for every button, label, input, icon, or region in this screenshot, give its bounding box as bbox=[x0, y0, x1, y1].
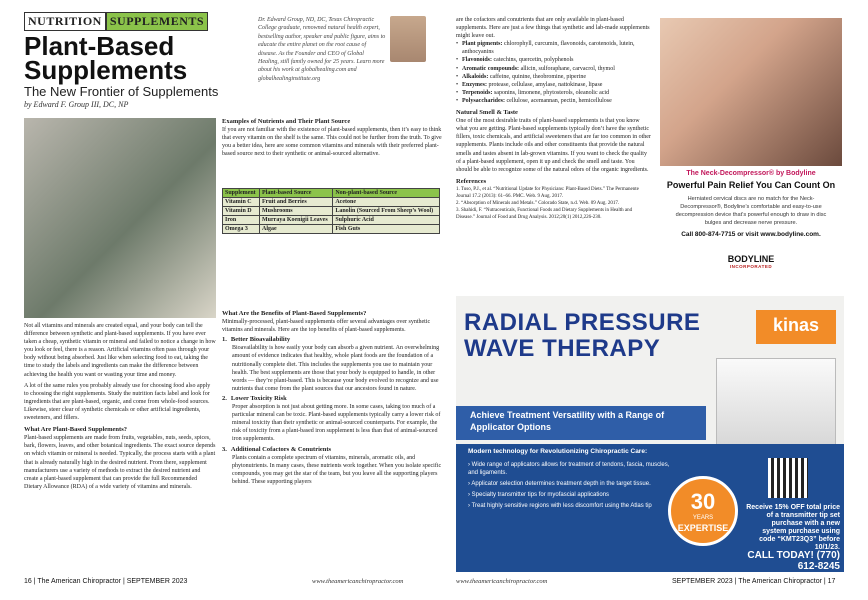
supplements-table bbox=[222, 188, 440, 234]
table-cell: Fish Guts bbox=[333, 225, 440, 234]
section-text: are the cofactors and conutrients that are only available in plant-based supplements. Here are just a few things that synthetic and lab-made supplements might leave out. bbox=[456, 17, 650, 40]
list-item: • Terpenoids: saponins, limonene, phytosterols, oleanolic acid bbox=[456, 89, 652, 97]
list-item: › Treat highly sensitive regions with less discomfort using the Atlas tip bbox=[468, 503, 652, 509]
footer-left: 16 | The American Chiropractor | SEPTEMBER 2023 bbox=[24, 578, 188, 585]
table-row bbox=[223, 216, 440, 225]
table-cell: Lanolin (Sourced From Sheep’s Wool) bbox=[333, 207, 440, 216]
table-row bbox=[223, 207, 440, 216]
list-item: › Specialty transmitter tips for myofascial applications bbox=[468, 492, 610, 498]
ad-call[interactable]: CALL TODAY! (770) 612-8245 bbox=[747, 550, 840, 572]
ad-title: The Neck-Decompressor® by Bodyline bbox=[686, 170, 816, 177]
column-2-bottom bbox=[222, 308, 442, 486]
intro-paragraph: Not all vitamins and minerals are created equal, and your body can tell the difference between synthetic and plant-based supplements. If you have ever taken a cheap, synthetic vitamin or mineral and failed to notice a change in how you look or feel, there is a reason. Artificial vitamins often pass through your body without being absorbed. Just like when selecting food to eat, taking the time to study the labels and ingredients can make the difference between achieving the health you want or wasting your time and money. bbox=[24, 323, 216, 378]
reference-item: 2. “Absorption of Minerals and Metals.” Colorado State, n.d. Web. 09 Aug. 2017. bbox=[456, 200, 620, 206]
table-row bbox=[223, 198, 440, 207]
byline: by Edward F. Group III, DC, NP bbox=[24, 100, 129, 109]
benefit-item: 2. Lower Toxicity Risk Proper absorption is not just about getting more. In some cases, taking too much of a particular mineral can be toxic. Plant-based supplements typically carry a lower risk of mineral toxicity than their synthetic or animal-sourced counterparts. For example, the risk of toxicity from a plant-based iron supplement is less than that of animal-sourced iron supplements. bbox=[222, 394, 441, 443]
ad-photo bbox=[660, 18, 842, 166]
table-header-cell: Plant-based Source bbox=[260, 189, 333, 198]
kinas-ad[interactable] bbox=[456, 296, 844, 572]
reference-item: 3. Shahidi, F. “Nutraceuticals, Functional Foods and Dietary Supplements in Health and Disease.” Journal of Food and Drug Analysis. 2012;20(1) 2012,226-230. bbox=[456, 207, 633, 220]
bodyline-ad[interactable] bbox=[660, 18, 842, 280]
section-heading: What Are Plant-Based Supplements? bbox=[24, 426, 127, 434]
article-subtitle: The New Frontier of Supplements bbox=[24, 84, 219, 99]
table-cell: Algae bbox=[260, 225, 333, 234]
footer-url-right[interactable]: www.theamericanchiropractor.com bbox=[456, 578, 548, 585]
table-cell: Acetone bbox=[333, 198, 440, 207]
section-heading: Natural Smell & Taste bbox=[456, 109, 518, 117]
table-row bbox=[223, 225, 440, 234]
column-1 bbox=[24, 322, 216, 491]
section-heading: Examples of Nutrients and Their Plant Source bbox=[222, 118, 351, 125]
section-text: Minimally-processed, plant-based supplements offer several advantages over synthetic vitamins and minerals. Here are the top benefits of plant-based supplements. bbox=[222, 319, 431, 334]
ad-offer: Receive 15% OFF total price of a transmitter tip set purchase with a new system purchase using code “KMT23Q3” before 10/1/23. bbox=[746, 504, 840, 551]
ad-headline: RADIAL PRESSURE WAVE THERAPY bbox=[464, 309, 701, 362]
references-heading: References bbox=[456, 177, 487, 185]
list-item: • Polysaccharides: cellulose, acemannan, pectin, hemicellulose bbox=[456, 97, 652, 105]
column-2-top bbox=[222, 116, 442, 158]
list-item: › Applicator selection determines treatment depth in the target tissue. bbox=[468, 481, 651, 487]
section-text: Plant-based supplements are made from fruits, vegetables, nuts, seeds, spices, bark, flowers, leaves, and other botanical ingredients. The exact source depends on which vitamin or mineral is needed. Typically, the process starts with a plant that is already naturally high in the desired nutrient. From there, supplement manufacturers use a variety of methods to extract the desired nutrient and create a plant-based supplement that can provide the full Recommended Dietary Allowance (RDA) of a wide variety of vitamins and minerals. bbox=[24, 435, 216, 490]
ad-body: Herniated cervical discs are no match for the Neck-Decompressor®, Bodyline’s comfortable and easy-to-use decompression device that’s powerful enough to draw in disc bulges and decrease nerve pressure. bbox=[675, 196, 827, 226]
table-cell: Vitamin D bbox=[223, 207, 260, 216]
column-3 bbox=[456, 16, 652, 221]
list-item: • Aromatic compounds: allicin, sulforaphane, carvacrol, thymol bbox=[456, 65, 652, 73]
tag-nutrition: NUTRITION bbox=[24, 12, 106, 31]
list-item: • Plant pigments: chlorophyll, curcumin, flavonoids, carotenoids, lutein, anthocyanins bbox=[456, 40, 652, 56]
table-cell: Omega 3 bbox=[223, 225, 260, 234]
qr-code[interactable] bbox=[768, 458, 808, 498]
author-bio: Dr. Edward Group, ND, DC, Texas Chiropractic College graduate, renowned natural health expert, bestselling author, speaker and public figure, aims to educate the entire planet on the root cause of disease. As the Founder and CEO of Global Healing, still family owned for 25 years. Learn more about his work at globalhealing.com and globalhealinginstitute.org bbox=[258, 17, 386, 82]
table-cell: Vitamin C bbox=[223, 198, 260, 207]
table-cell: Sulphuric Acid bbox=[333, 216, 440, 225]
table-cell: Mushrooms bbox=[260, 207, 333, 216]
section-text: One of the most desirable traits of plant-based supplements is that you know what you are getting. Plant-based supplements typically don’t have the synthetic fillers, toxic chemicals, and artificial sweeteners that are far too common in other supplements. Plants include oils and other constituents that provide the natural smells and tastes absent in lab-grown vitamins. If you want to check the quality of a plant-based supplement, open it up and check the smell and taste. You should be able to recognize some of the natural odors of the organic ingredients. bbox=[456, 118, 651, 173]
list-item: › Wide range of applicators allows for treatment of tendons, fascia, muscles, and ligaments. bbox=[468, 462, 670, 476]
table-header-row bbox=[223, 189, 440, 198]
footer-right: SEPTEMBER 2023 | The American Chiropractor | 17 bbox=[672, 578, 836, 585]
footer-url-left[interactable]: www.theamericanchiropractor.com bbox=[312, 578, 404, 585]
expertise-badge: 30 YEARS EXPERTISE bbox=[668, 476, 738, 546]
section-tag bbox=[24, 12, 208, 31]
ad-headline: Powerful Pain Relief You Can Count On bbox=[666, 180, 836, 190]
section-heading: What Are the Benefits of Plant-Based Supplements? bbox=[222, 310, 367, 317]
list-item: • Enzymes: protease, cellulase, amylase, nattokinase, lipase bbox=[456, 81, 652, 89]
list-item: • Alkaloids: caffeine, quinine, theobromine, piperine bbox=[456, 73, 652, 81]
table-header-cell: Non-plant-based Source bbox=[333, 189, 440, 198]
table-header-cell: Supplement bbox=[223, 189, 260, 198]
kinas-logo: kinas bbox=[756, 310, 836, 344]
table-cell: Iron bbox=[223, 216, 260, 225]
table-cell: Fruit and Berries bbox=[260, 198, 333, 207]
tag-supplements: SUPPLEMENTS bbox=[106, 12, 208, 31]
list-item: • Flavonoids: catechins, quercetin, polyphenols bbox=[456, 56, 652, 64]
benefit-item: 3. Additional Cofactors & Conutrients Plants contain a complete spectrum of vitamins, minerals, aromatic oils, and phytonutrients. In many cases, these nutrients work together. When you isolate specific compounds, you may get the star of the team, but you leave all the supporting players behind. These supporting players bbox=[222, 445, 442, 485]
author-photo bbox=[390, 16, 426, 62]
ad-call[interactable]: Call 800-874-7715 or visit www.bodyline.com. bbox=[681, 231, 821, 238]
benefit-item: 1. Better Bioavailability Bioavailability is how easily your body can absorb a given nutrient. An overwhelming amount of evidence indicates that healthy, whole plant foods are the foundation of a nutritionally complete diet. This includes the supplements you use to maintain your health. The best supplements are those that your body is equipped to handle, in other words — they’re plant-based. This is because your body evolved to recognize and use nutrients that come from the plant sources that our ancestors found in nature. bbox=[222, 336, 440, 392]
section-text: If you are not familiar with the existence of plant-based supplements, then it’s easy to think that every vitamin on the shelf is the same. This could not be further from the truth. To give you a better idea, here are some common vitamins and minerals with their preferred plant-based source next to their synthetic or animal-sourced alternative. bbox=[222, 127, 442, 158]
article-title: Plant-Based Supplements bbox=[24, 31, 188, 85]
conutrient-list bbox=[456, 40, 652, 105]
intro-paragraph-2: A lot of the same rules you probably already use for choosing food also apply to choosing the right supplements. Study the nutrition facts label and look for ingredients that are plant-based, organic, and come from whole-food sources. Likewise, steer clear of synthetic chemicals or other artificial ingredients, sweeteners, and fillers. bbox=[24, 382, 211, 422]
article-photo bbox=[24, 118, 216, 318]
reference-item: 1. Tuso, P.J., et al. “Nutritional Update for Physicians: Plant-Based Diets.” The Permanente Journal 17.2 (2013): 61–66. PMC. Web. 9 Aug. 2017. bbox=[456, 186, 639, 199]
ad-subheadline: Achieve Treatment Versatility with a Range of Applicator Options bbox=[470, 410, 665, 432]
bodyline-logo: BODYLINE INCORPORATED bbox=[727, 254, 775, 269]
ad-feature-list: Modern technology for Revolutionizing Chiropractic Care: › Wide range of applicators allows for treatment of tendons, fascia, muscles, and ligaments. › Applicator selection determines treatment depth in the target tissue. › Specialty transmitter tips for myofascial applications › Treat highly sensitive regions with less discomfort using the Atlas tip bbox=[468, 448, 678, 513]
table-cell: Murraya Koenigii Leaves bbox=[260, 216, 333, 225]
